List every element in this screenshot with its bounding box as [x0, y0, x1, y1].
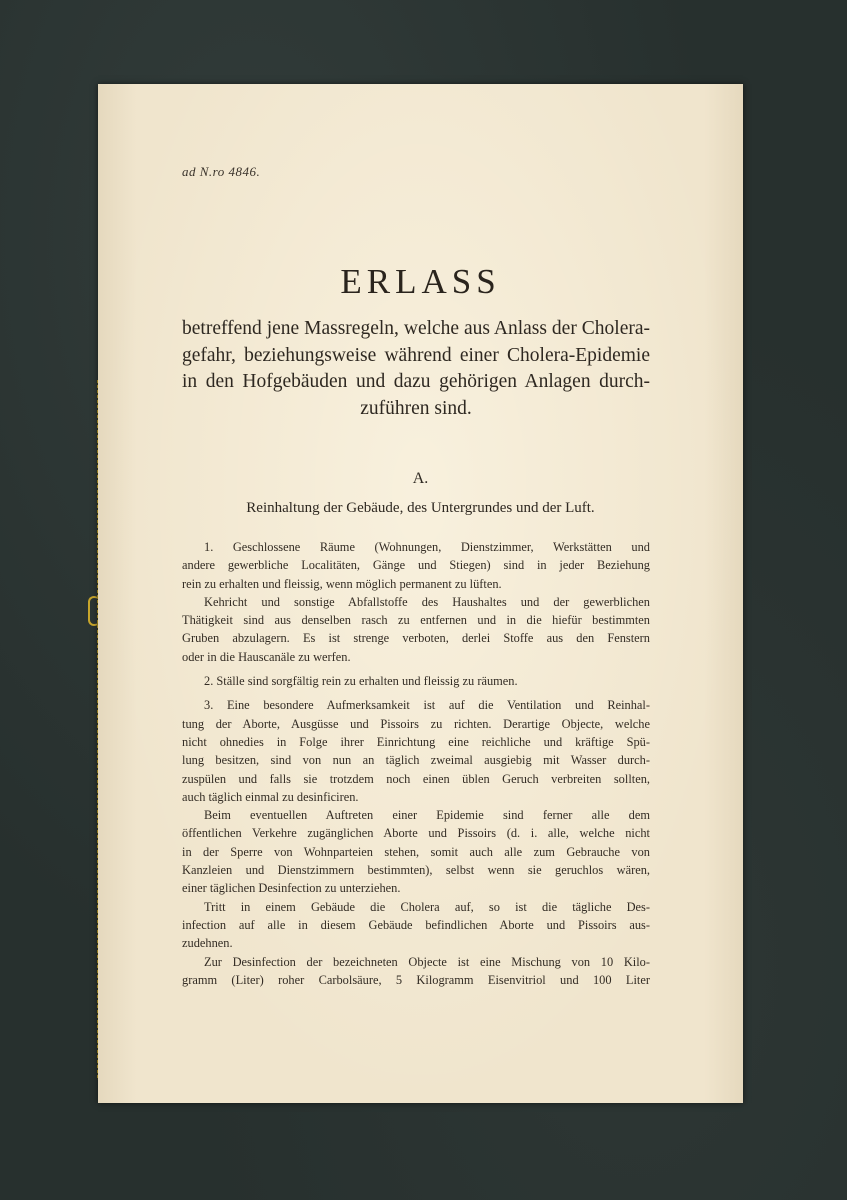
body-line: andere gewerbliche Localitäten, Gänge und Stiegen) sind in jeder Beziehung [182, 558, 650, 573]
subtitle-line: gefahr, beziehungsweise während einer Cholera-Epidemie [182, 344, 650, 366]
body-line: oder in die Hauscanäle zu werfen. [182, 649, 351, 664]
body-line: einer täglichen Desinfection zu unterziehen. [182, 881, 401, 896]
subtitle-line: in den Hofgebäuden und dazu gehörigen Anlagen durch- [182, 371, 650, 392]
body-line: in der Sperre von Wohnparteien stehen, somit auch alle zum Gebrauche von [182, 844, 650, 859]
body-line: zuspülen und falls sie trotzdem noch einen üblen Geruch verbreiten sollten, [182, 771, 650, 786]
body-line: 2. Ställe sind sorgfältig rein zu erhalten und fleissig zu räumen. [204, 674, 518, 689]
body-line: tung der Aborte, Ausgüsse und Pissoirs zu richten. Derartige Objecte, welche [182, 716, 650, 731]
body-line: lung besitzen, sind von nun an täglich zweimal ausgiebig mit Wasser durch- [182, 753, 650, 768]
section-letter: A. [412, 470, 429, 487]
body-line: Tritt in einem Gebäude die Cholera auf, so ist die tägliche Des- [204, 899, 650, 914]
body-line: Gruben abzulagern. Es ist strenge verboten, derlei Stoffe aus den Fenstern [182, 631, 650, 646]
body-line: Kehricht und sonstige Abfallstoffe des Haushaltes und der gewerblichen [204, 594, 650, 609]
body-line: zudehnen. [182, 936, 233, 951]
document-body [182, 538, 650, 989]
subtitle-line: zuführen sind. [360, 397, 472, 419]
section-heading: Reinhaltung der Gebäude, des Untergrundes und der Luft. [246, 500, 595, 516]
body-line: Kanzleien und Dienstzimmern bestimmten), selbst wenn sie geruchlos wären, [182, 863, 650, 878]
body-line: öffentlichen Verkehre zugänglichen Aborte und Pissoirs (d. i. alle, welche nicht [182, 826, 650, 841]
body-line: infection auf alle in diesem Gebäude befindlichen Aborte und Pissoirs aus- [182, 917, 650, 932]
body-line: Beim eventuellen Auftreten einer Epidemie sind ferner alle dem [204, 808, 650, 823]
document-subtitle [182, 316, 650, 422]
body-line: 3. Eine besondere Aufmerksamkeit ist auf die Ventilation und Reinhal- [204, 698, 650, 713]
document-reference: ad N.ro 4846. [182, 164, 261, 179]
document-title: ERLASS [340, 262, 501, 301]
body-line: Thätigkeit sind aus denselben rasch zu entfernen und in die hiefür bestimmten [182, 613, 650, 628]
subtitle-line: betreffend jene Massregeln, welche aus Anlass der Cholera- [182, 318, 650, 339]
body-line: Zur Desinfection der bezeichneten Objecte ist eine Mischung von 10 Kilo- [204, 954, 650, 969]
body-line: auch täglich einmal zu desinficiren. [182, 789, 359, 804]
body-line: rein zu erhalten und fleissig, wenn möglich permanent zu lüften. [182, 576, 502, 591]
body-line: gramm (Liter) roher Carbolsäure, 5 Kilogramm Eisenvitriol und 100 Liter [182, 972, 650, 987]
body-line: nicht ohnedies in Folge ihrer Einrichtung eine reichliche und kräftige Spü- [182, 734, 650, 749]
body-line: 1. Geschlossene Räume (Wohnungen, Dienstzimmer, Werkstätten und [204, 540, 650, 554]
